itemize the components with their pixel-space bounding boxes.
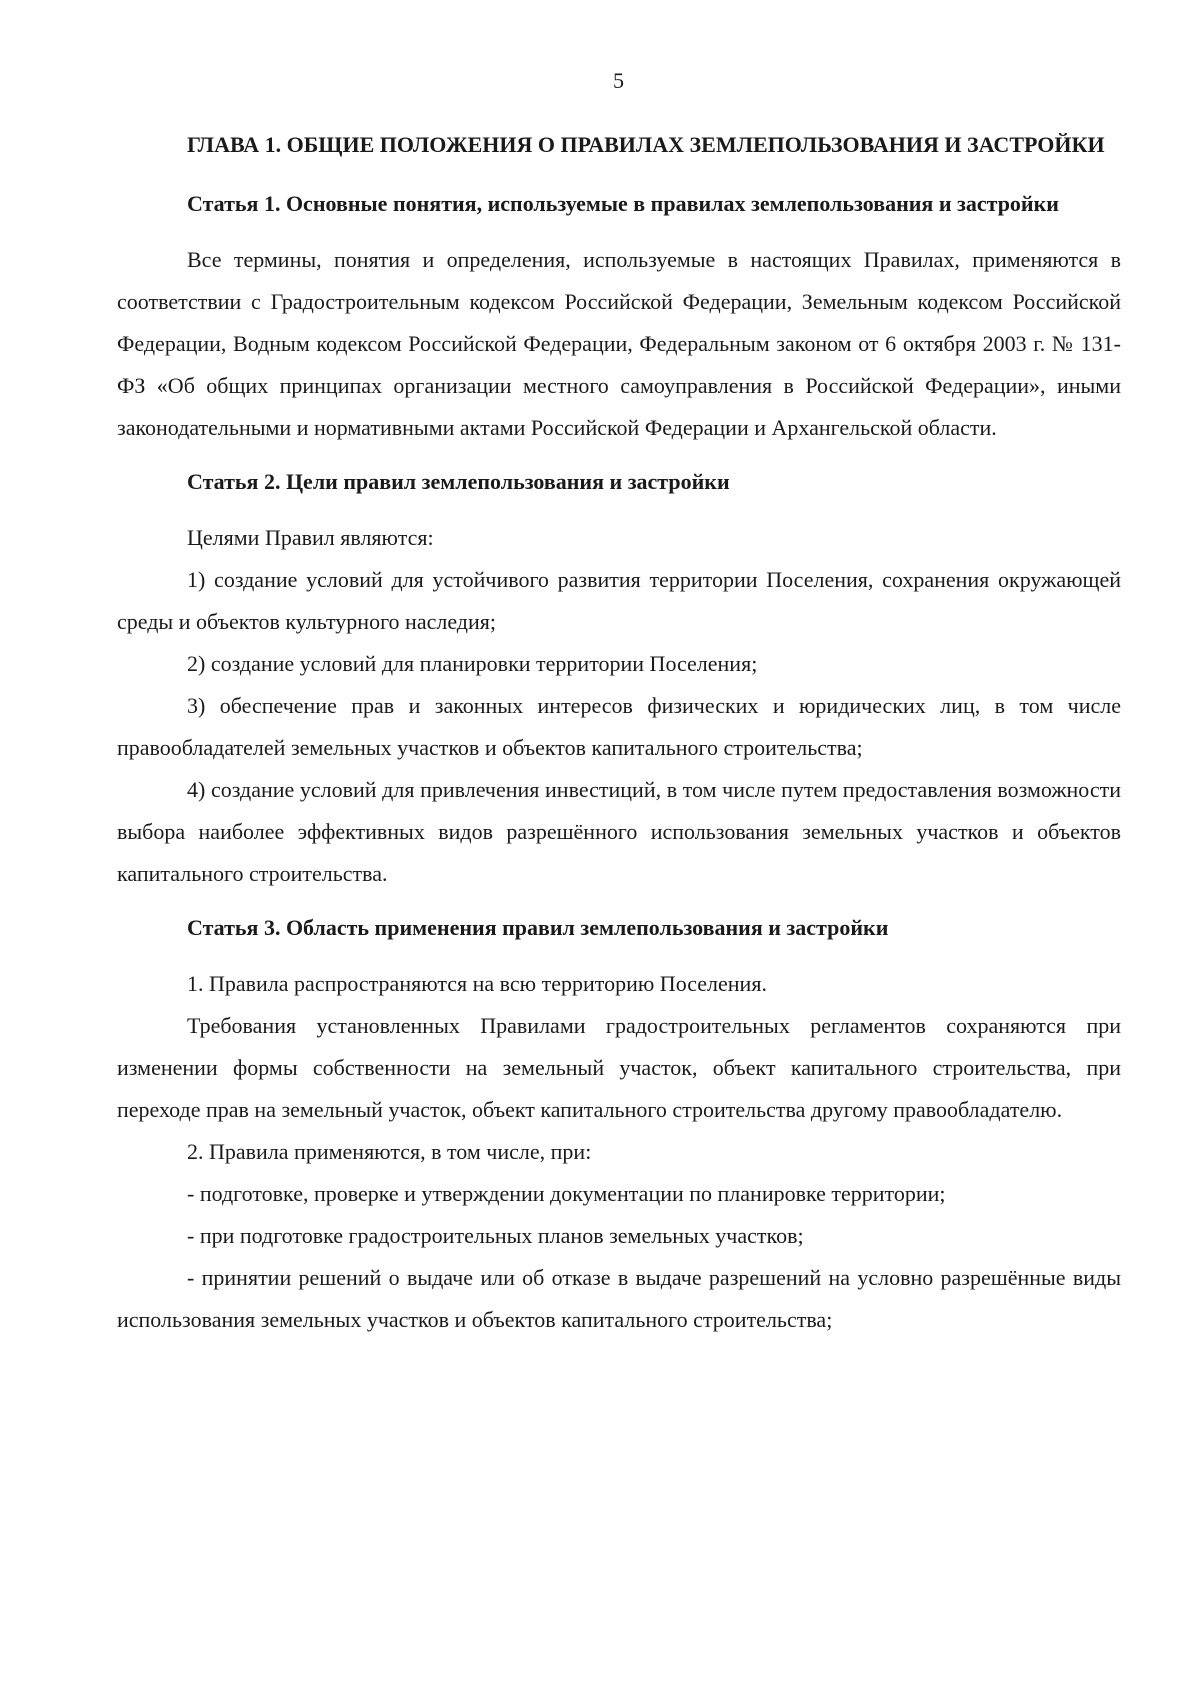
article-2-paragraph: 4) создание условий для привлечения инвестиций, в том числе путем предоставления возможности выбора наиболее эффективных видов разрешённого использования земельных участков и объектов капитального строительства. xyxy=(117,777,1121,886)
chapter-title: ГЛАВА 1. ОБЩИЕ ПОЛОЖЕНИЯ О ПРАВИЛАХ ЗЕМЛЕПОЛЬЗОВАНИЯ И ЗАСТРОЙКИ xyxy=(187,132,1105,157)
article-2-paragraph: 2) создание условий для планировки территории Поселения; xyxy=(187,651,758,676)
article-2-paragraph: 1) создание условий для устойчивого развития территории Поселения, сохранения окружающей среды и объектов культурного наследия; xyxy=(117,567,1121,634)
document-body xyxy=(117,125,1121,1341)
article-3-title: Статья 3. Область применения правил землепользования и застройки xyxy=(187,915,889,940)
article-3-paragraph: - подготовке, проверке и утверждении документации по планировке территории; xyxy=(187,1181,946,1206)
article-3-paragraph: Требования установленных Правилами градостроительных регламентов сохраняются при изменении формы собственности на земельный участок, объект капитального строительства, при переходе прав на земельный участок, объект капитального строительства другому правообладателю. xyxy=(117,1013,1121,1122)
article-2-title: Статья 2. Цели правил землепользования и застройки xyxy=(187,469,730,494)
article-2-paragraph: 3) обеспечение прав и законных интересов физических и юридических лиц, в том числе правообладателей земельных участков и объектов капитального строительства; xyxy=(117,693,1121,760)
article-1-paragraph: Все термины, понятия и определения, используемые в настоящих Правилах, применяются в соответствии с Градостроительным кодексом Российской Федерации, Земельным кодексом Российской Федерации, Водным кодексом Российской Федерации, Федеральным законом от 6 октября 2003 г. № 131-ФЗ «Об общих принципах организации местного самоуправления в Российской Федерации», иными законодательными и нормативными актами Российской Федерации и Архангельской области. xyxy=(117,247,1121,440)
article-3-paragraph: 2. Правила применяются, в том числе, при: xyxy=(187,1139,592,1164)
article-3-paragraph: - при подготовке градостроительных планов земельных участков; xyxy=(187,1223,804,1248)
article-3-paragraph: - принятии решений о выдаче или об отказе в выдаче разрешений на условно разрешённые виды использования земельных участков и объектов капитального строительства; xyxy=(117,1265,1121,1332)
article-3-paragraph: 1. Правила распространяются на всю территорию Поселения. xyxy=(187,971,767,996)
article-2-paragraph: Целями Правил являются: xyxy=(187,525,434,550)
page-number: 5 xyxy=(613,68,624,93)
article-1-title: Статья 1. Основные понятия, используемые в правилах землепользования и застройки xyxy=(187,191,1059,216)
